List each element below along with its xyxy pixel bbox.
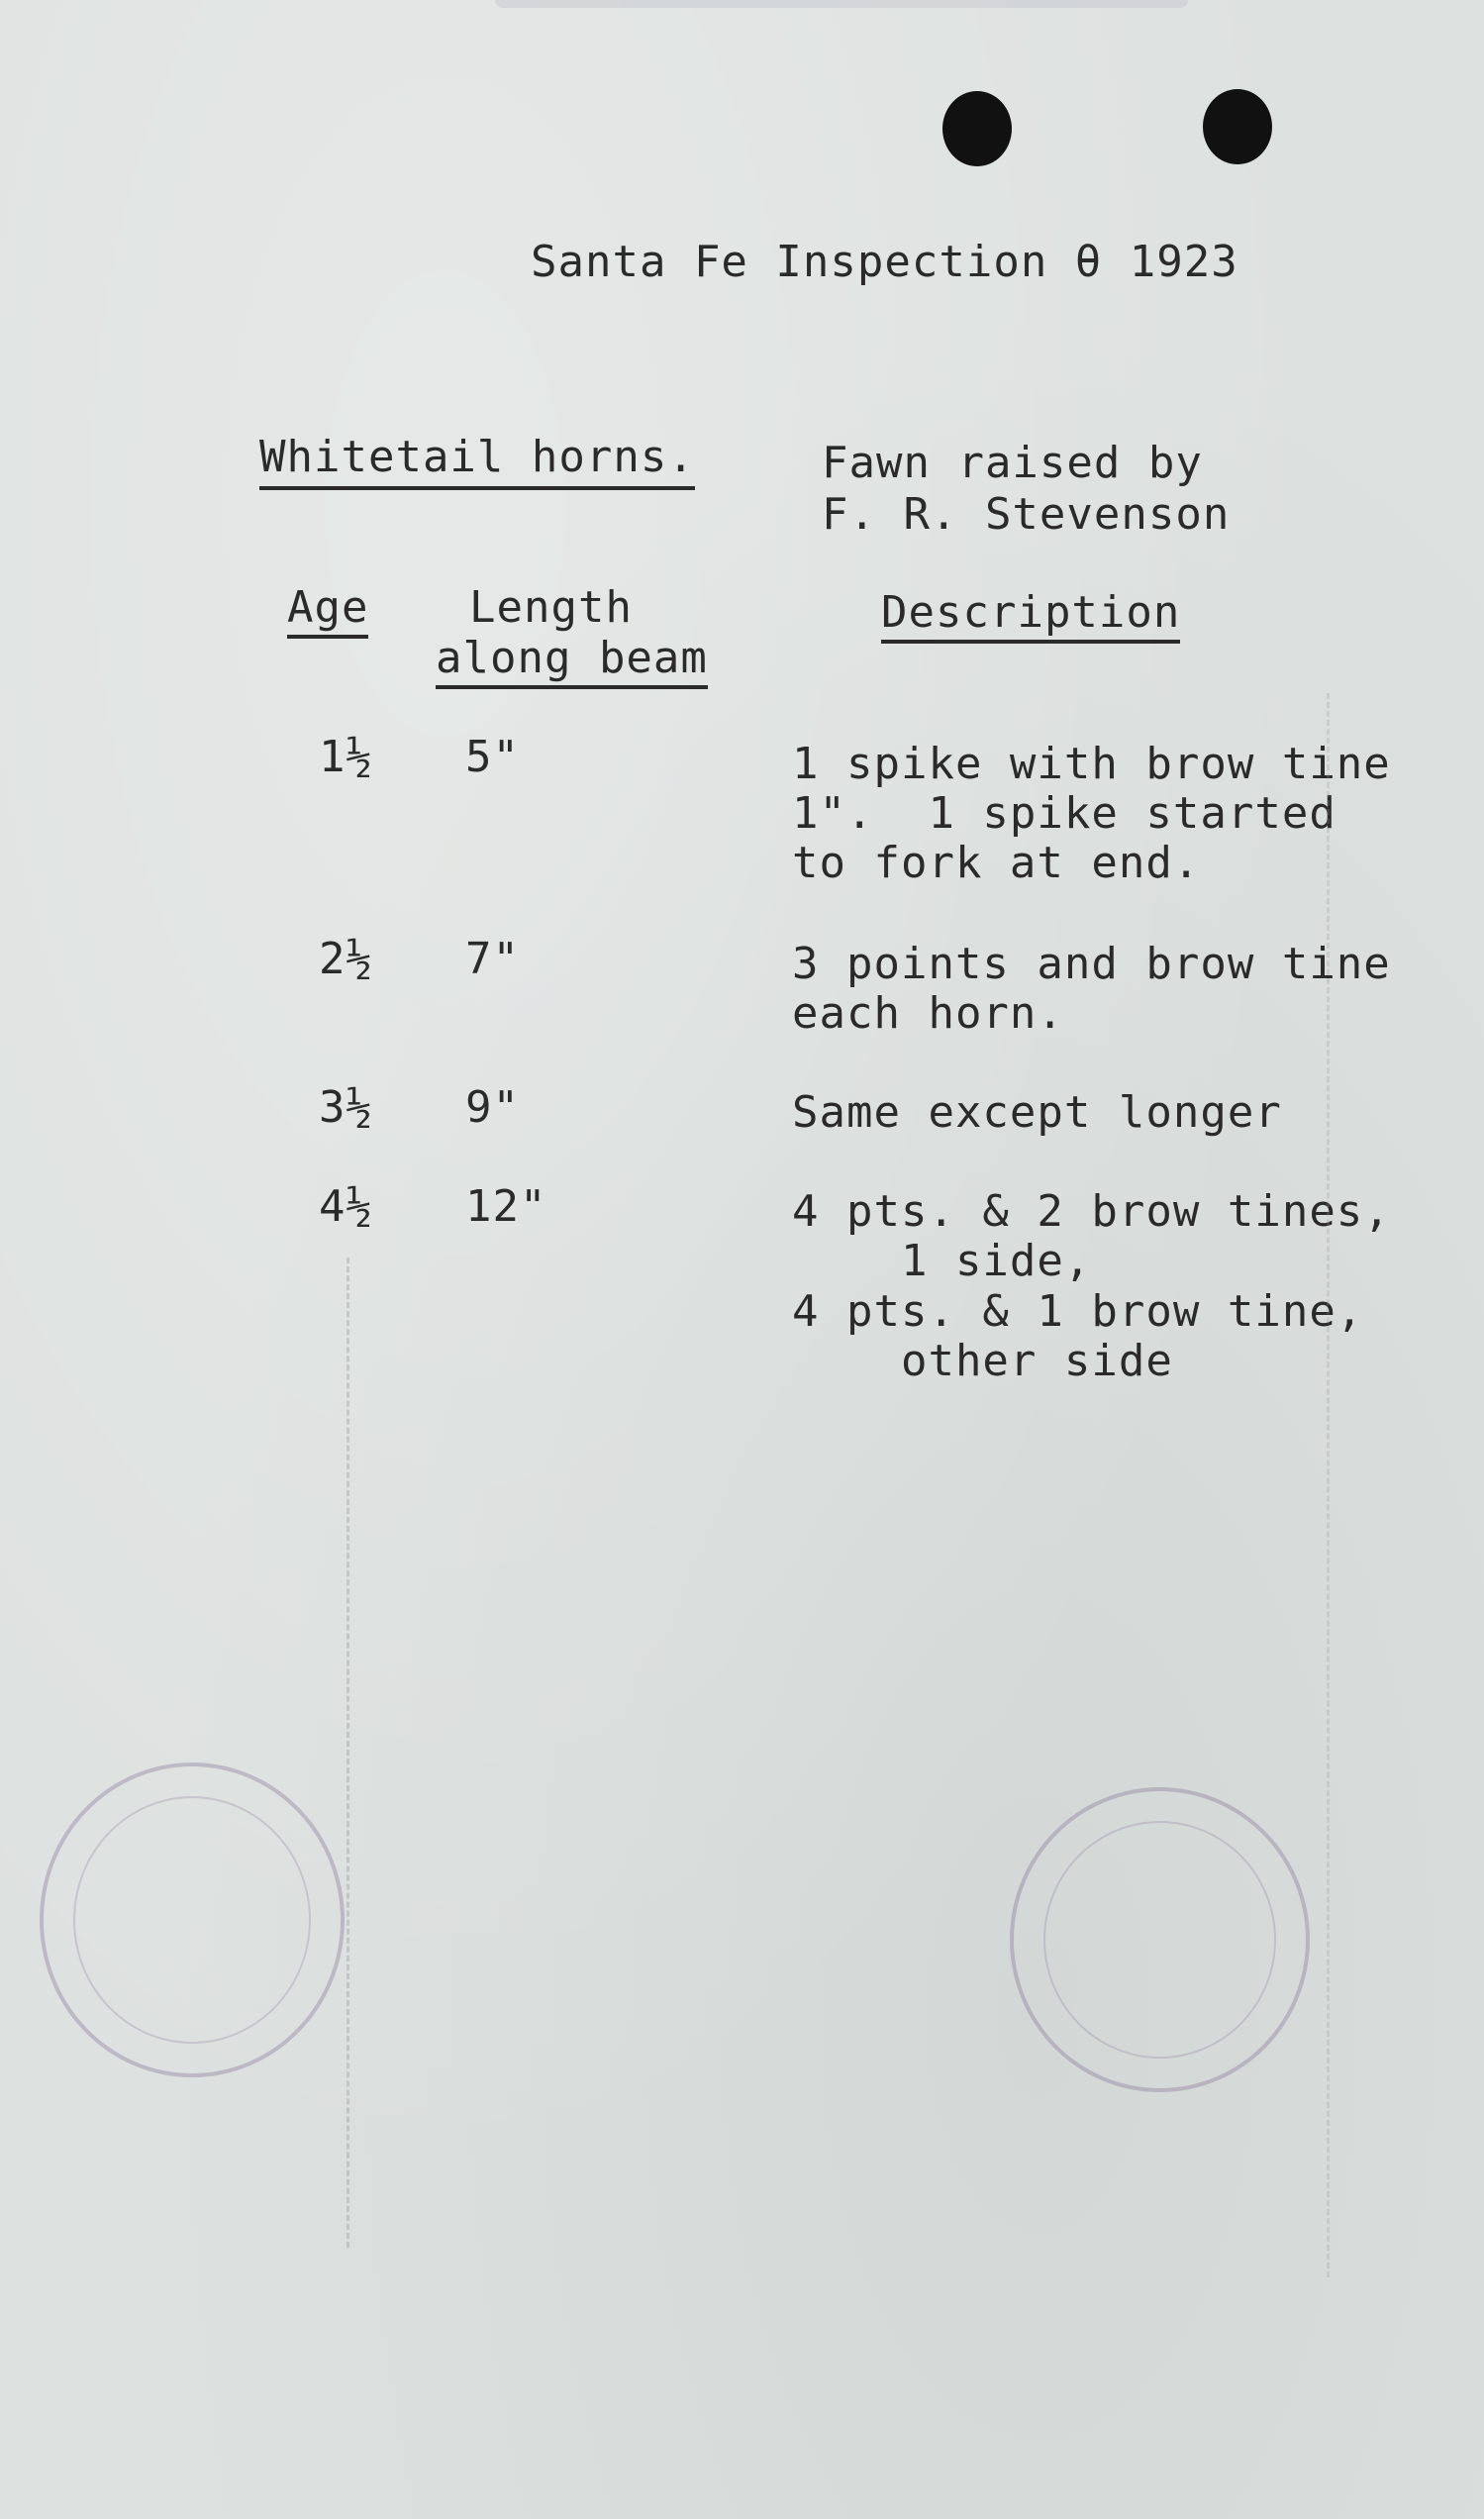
- table-cell-description: to fork at end.: [792, 838, 1201, 888]
- faded-stamp-mark: [1010, 1787, 1310, 2092]
- table-cell-description: other side: [792, 1336, 1173, 1386]
- table-cell-length: 5": [465, 732, 520, 782]
- table-cell-length: 12": [465, 1181, 547, 1232]
- table-cell-age: 2½: [319, 934, 373, 984]
- faded-stamp-mark: [40, 1763, 345, 2077]
- table-cell-description: Same except longer: [792, 1087, 1282, 1138]
- table-cell-description: 4 pts. & 1 brow tine,: [792, 1286, 1364, 1337]
- column-header-age: Age: [287, 583, 368, 639]
- table-cell-age: 1½: [319, 732, 373, 782]
- table-cell-age: 3½: [319, 1082, 373, 1133]
- table-cell-description: 4 pts. & 2 brow tines,: [792, 1186, 1391, 1237]
- punch-hole: [1203, 89, 1272, 164]
- faint-ruled-line: [346, 1258, 349, 2248]
- column-header-description: Description: [881, 588, 1180, 644]
- punch-hole: [942, 91, 1012, 166]
- stamp-ring: [73, 1796, 311, 2044]
- stamp-ring: [1043, 1821, 1276, 2059]
- source-line-2: F. R. Stevenson: [822, 489, 1231, 540]
- column-header-length-2: along beam: [436, 634, 708, 689]
- subject-title: Whitetail horns.: [259, 433, 695, 490]
- table-cell-description: each horn.: [792, 988, 1064, 1039]
- table-cell-description: 3 points and brow tine: [792, 939, 1391, 989]
- source-line-1: Fawn raised by: [822, 438, 1203, 488]
- table-cell-description: 1 side,: [792, 1236, 1092, 1286]
- document-heading: Santa Fe Inspection θ 1923: [531, 237, 1238, 287]
- faint-ruled-line: [1327, 693, 1330, 2277]
- folder-tab-edge: [495, 0, 1188, 8]
- column-header-length: Length: [469, 582, 633, 633]
- table-cell-age: 4½: [319, 1181, 373, 1232]
- table-cell-length: 7": [465, 934, 520, 984]
- table-cell-description: 1 spike with brow tine: [792, 739, 1391, 789]
- table-cell-length: 9": [465, 1082, 520, 1133]
- table-cell-description: 1". 1 spike started: [792, 788, 1336, 839]
